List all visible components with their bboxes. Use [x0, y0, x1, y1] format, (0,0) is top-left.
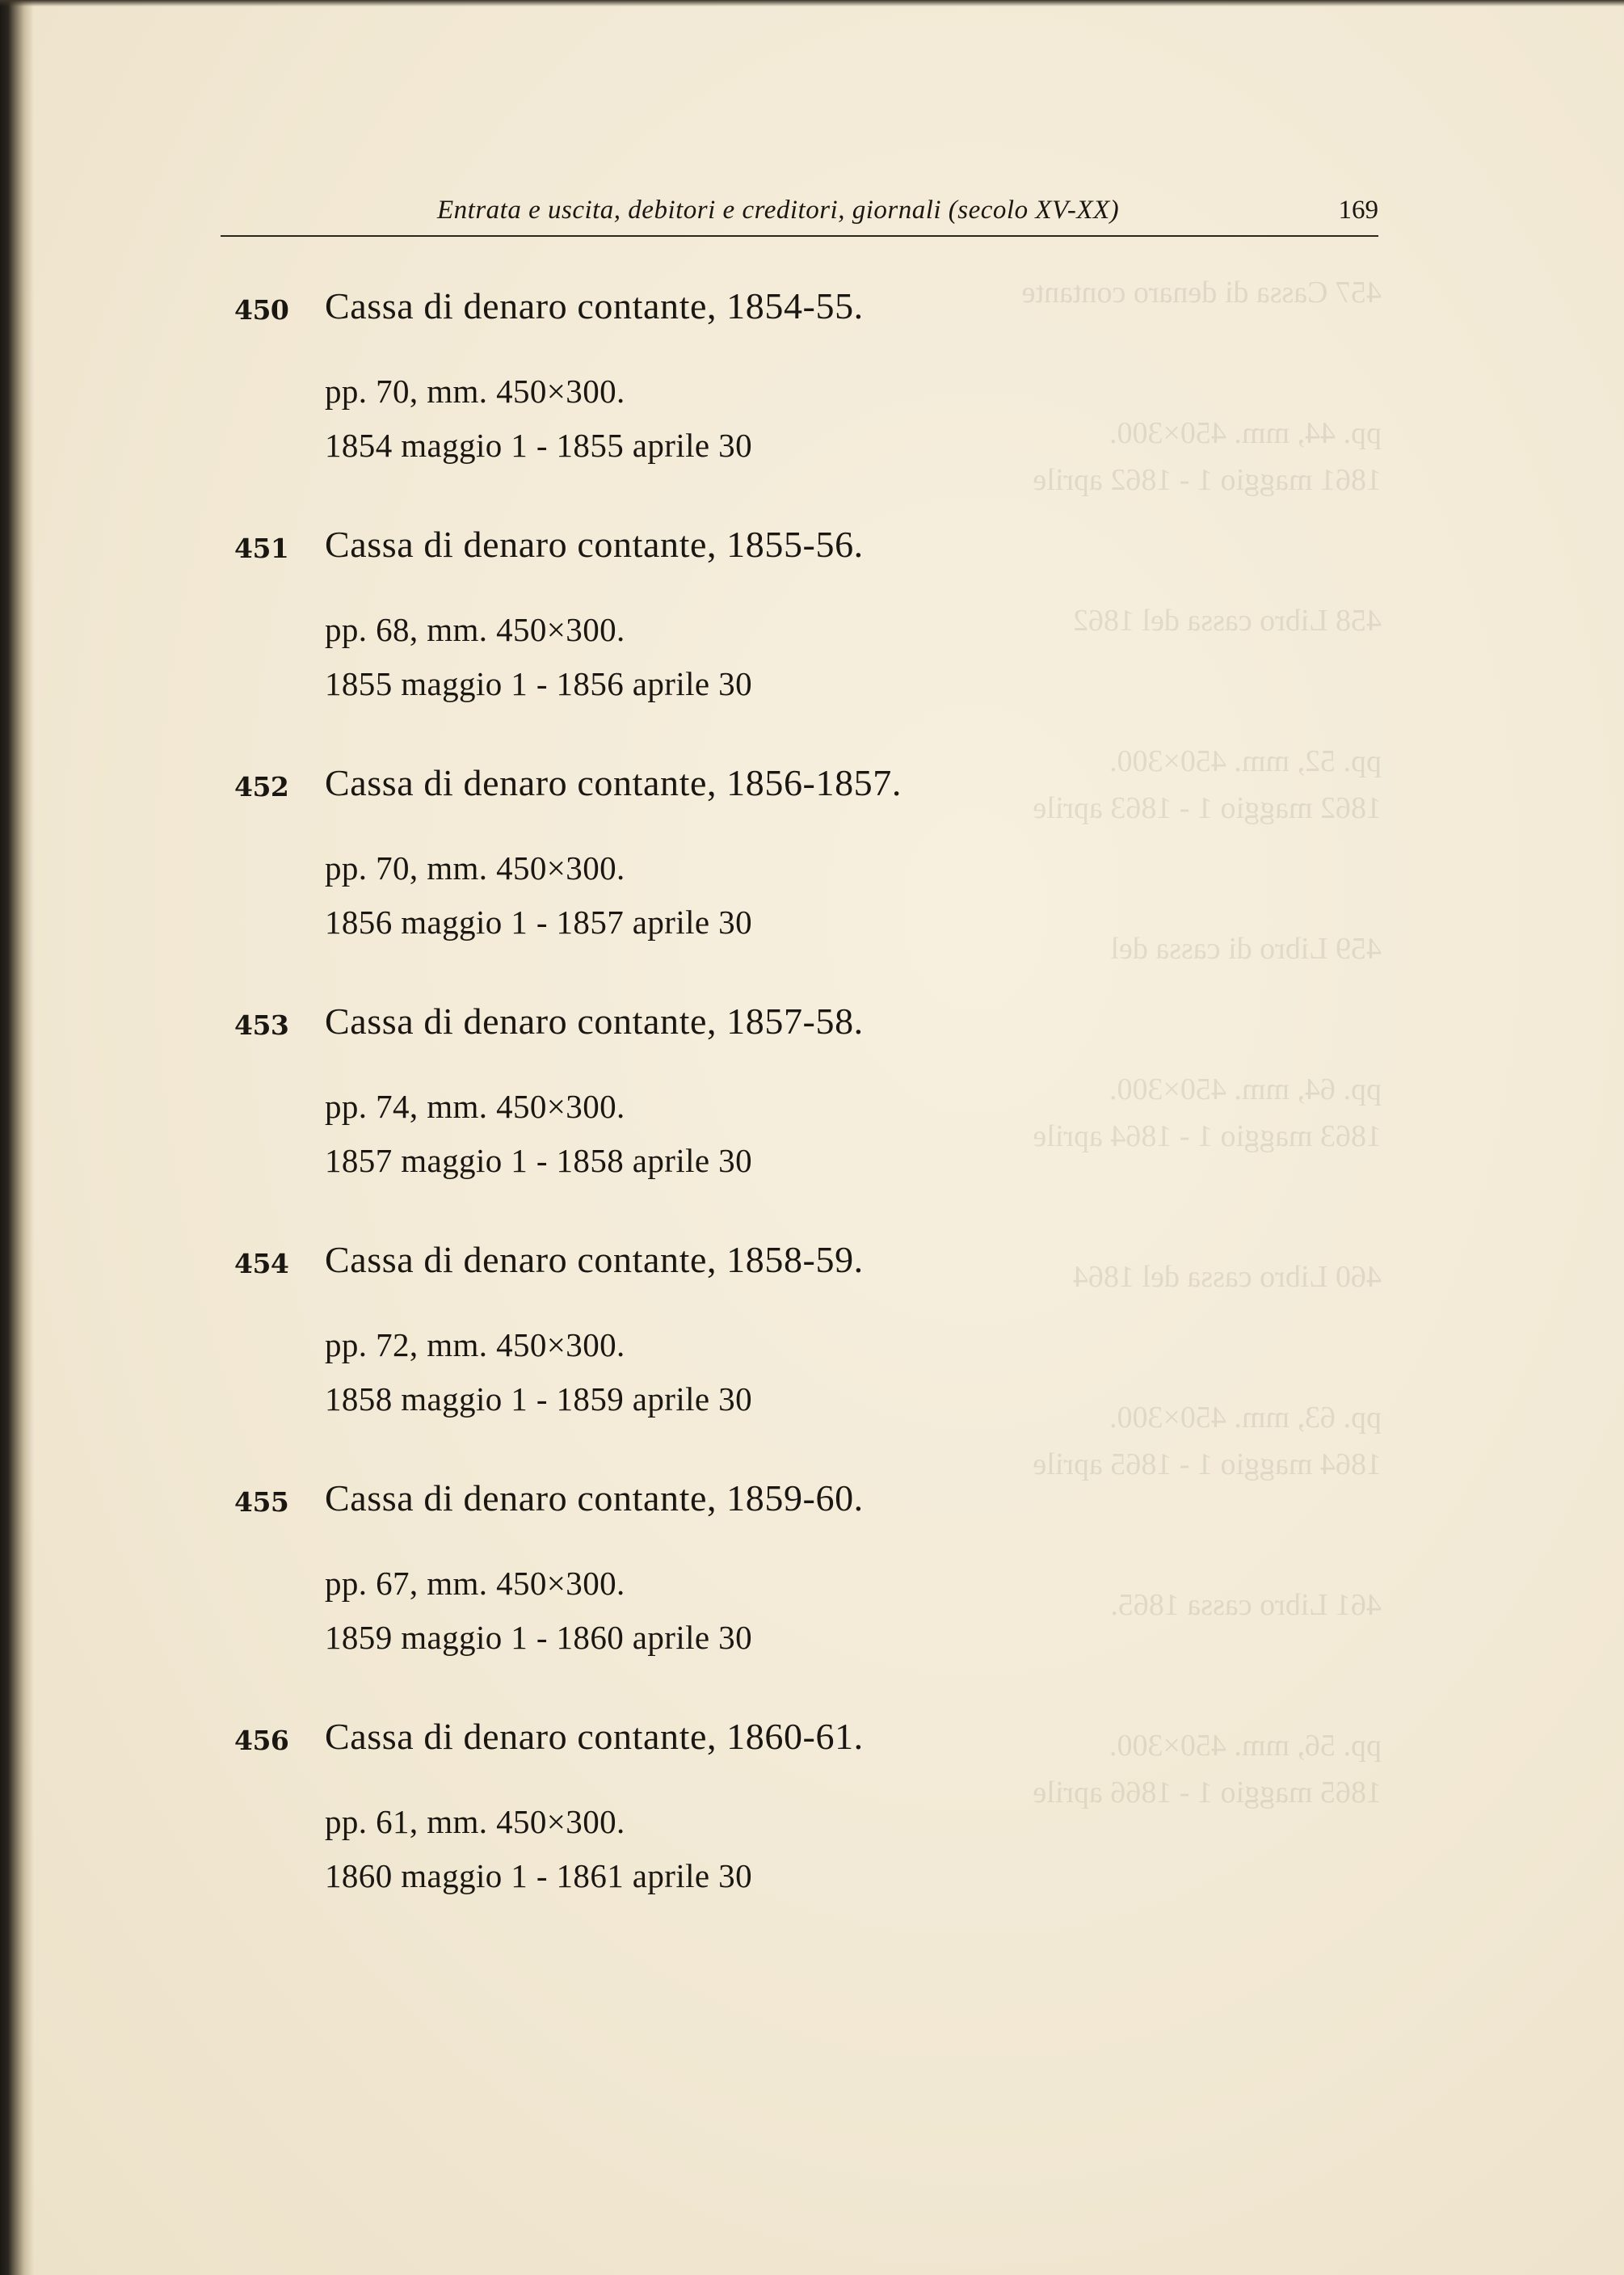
entry-title: Cassa di denaro contante, 1858-59. — [325, 1239, 864, 1280]
entry-description: pp. 74, mm. 450×300. — [325, 1088, 625, 1125]
entry-number: 454 — [234, 1248, 289, 1279]
header-rule — [221, 235, 1378, 237]
entry-title: Cassa di denaro contante, 1856-1857. — [325, 762, 902, 803]
entry-description: pp. 61, mm. 450×300. — [325, 1803, 625, 1840]
entry-title: Cassa di denaro contante, 1854-55. — [325, 285, 864, 327]
book-spine-shadow — [0, 0, 34, 2275]
entry-description: pp. 70, mm. 450×300. — [325, 373, 625, 410]
running-header — [221, 191, 1378, 239]
entry-description: pp. 67, mm. 450×300. — [325, 1565, 625, 1602]
inventory-entry — [234, 1715, 1365, 1953]
page-number: 169 — [1338, 196, 1378, 225]
entry-dates: 1857 maggio 1 - 1858 aprile 30 — [325, 1142, 752, 1179]
inventory-entry — [234, 523, 1365, 761]
entry-dates: 1856 maggio 1 - 1857 aprile 30 — [325, 904, 752, 941]
inventory-entry — [234, 1000, 1365, 1238]
inventory-entry — [234, 284, 1365, 523]
entry-number: 450 — [234, 294, 289, 326]
entry-dates: 1855 maggio 1 - 1856 aprile 30 — [325, 665, 752, 702]
entry-number: 456 — [234, 1725, 289, 1756]
inventory-entries — [234, 284, 1365, 1953]
entry-number: 451 — [234, 533, 289, 564]
entry-description: pp. 70, mm. 450×300. — [325, 849, 625, 887]
entry-dates: 1858 maggio 1 - 1859 aprile 30 — [325, 1380, 752, 1418]
entry-dates: 1859 maggio 1 - 1860 aprile 30 — [325, 1619, 752, 1656]
entry-dates: 1854 maggio 1 - 1855 aprile 30 — [325, 427, 752, 464]
entry-number: 455 — [234, 1486, 289, 1518]
entry-title: Cassa di denaro contante, 1860-61. — [325, 1716, 864, 1757]
page-top-edge — [0, 0, 1624, 6]
entry-number: 453 — [234, 1009, 289, 1041]
entry-description: pp. 68, mm. 450×300. — [325, 611, 625, 648]
inventory-entry — [234, 1238, 1365, 1477]
running-title: Entrata e uscita, debitori e creditori, giornali (secolo XV-XX) — [437, 196, 1120, 225]
inventory-entry — [234, 761, 1365, 1000]
entry-title: Cassa di denaro contante, 1857-58. — [325, 1001, 864, 1042]
entry-number: 452 — [234, 771, 289, 803]
entry-dates: 1860 maggio 1 - 1861 aprile 30 — [325, 1857, 752, 1894]
entry-title: Cassa di denaro contante, 1859-60. — [325, 1477, 864, 1519]
entry-description: pp. 72, mm. 450×300. — [325, 1326, 625, 1363]
entry-title: Cassa di denaro contante, 1855-56. — [325, 524, 864, 565]
inventory-entry — [234, 1477, 1365, 1715]
